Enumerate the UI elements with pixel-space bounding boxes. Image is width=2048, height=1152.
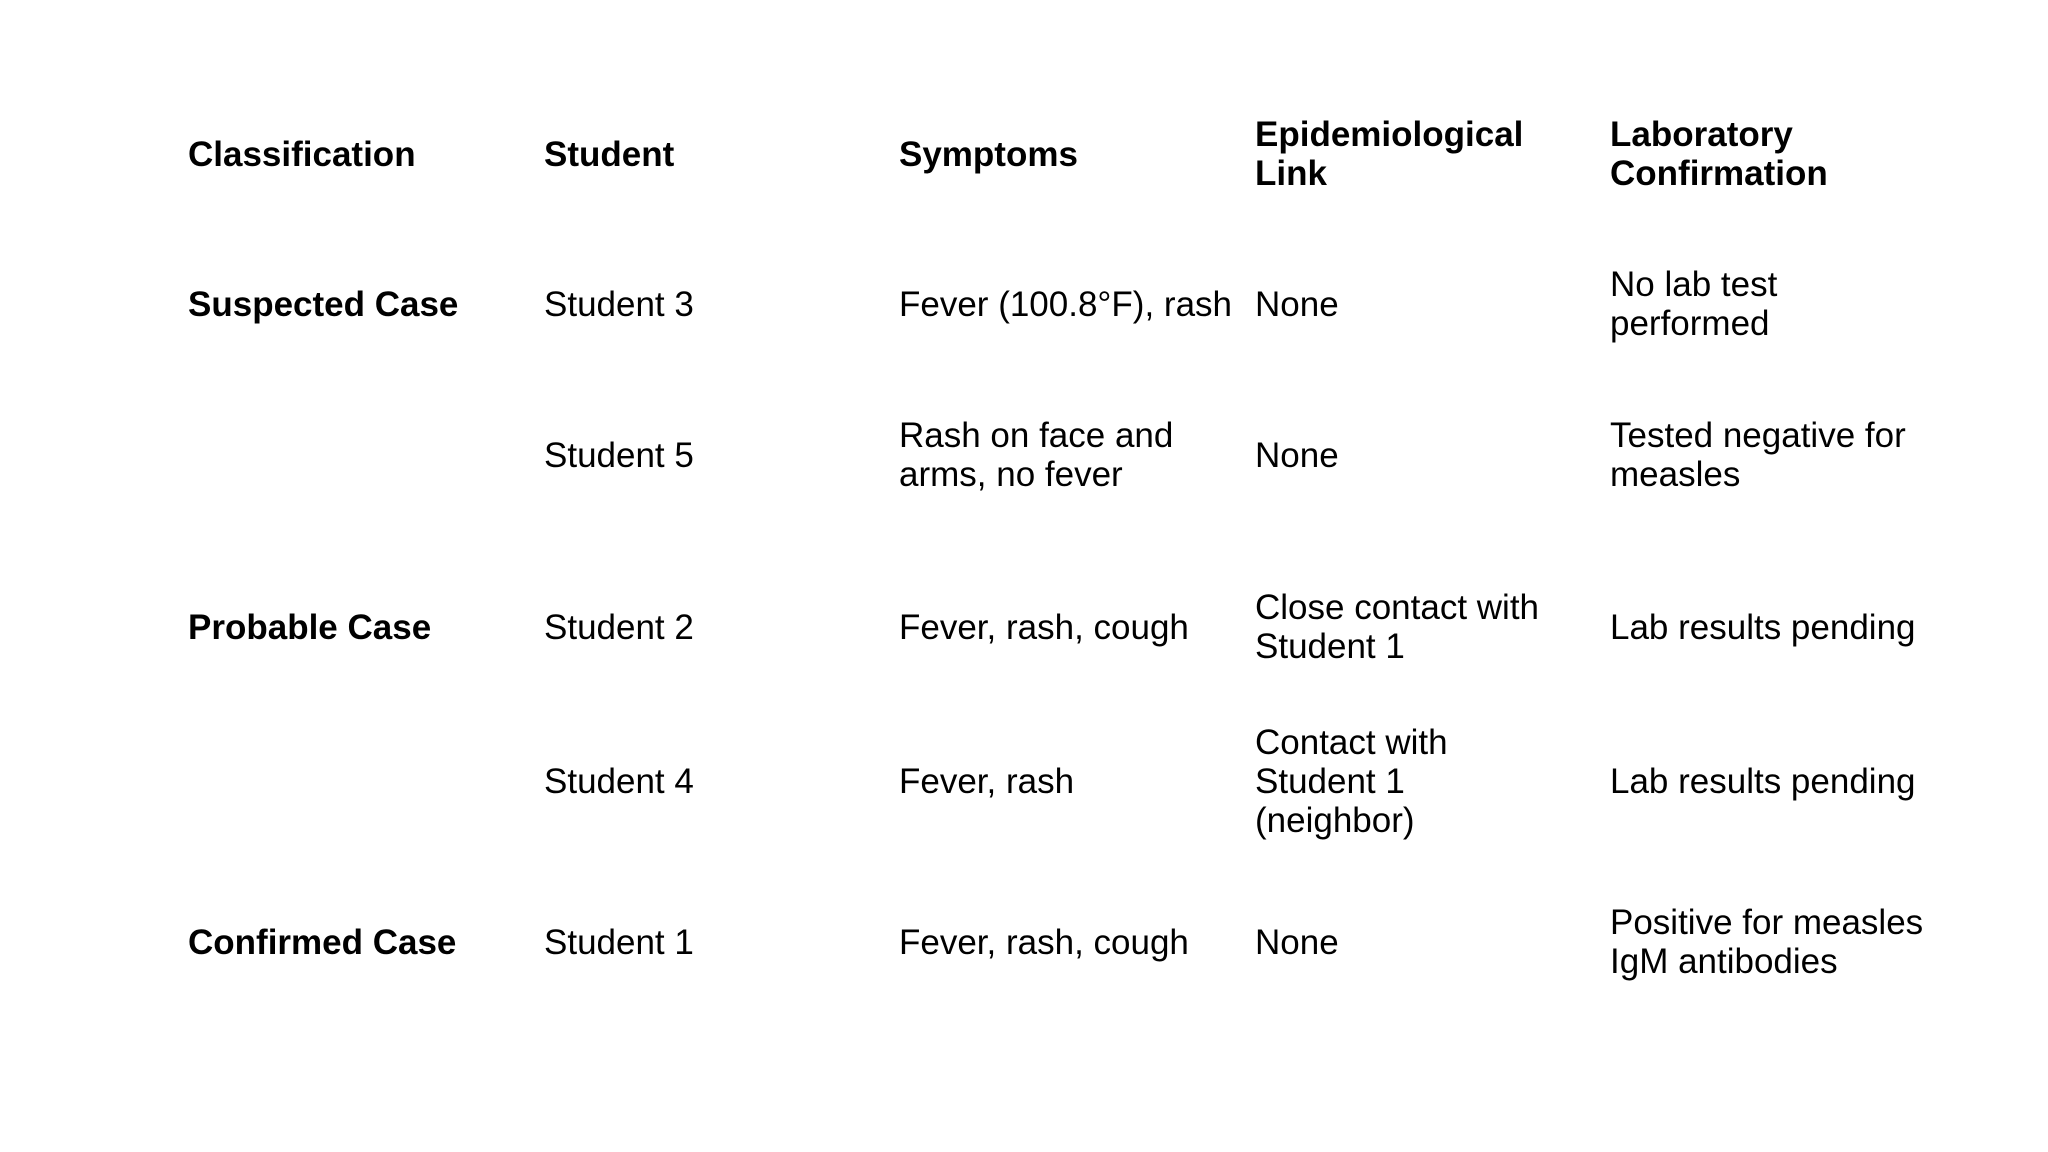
row-4-student: Student 4 <box>544 761 694 801</box>
row-3-classification: Probable Case <box>188 607 432 647</box>
header-epidemiological-link: Epidemiological Link <box>1255 115 1524 193</box>
row-2-epi-link: None <box>1255 435 1339 475</box>
row-2-lab: Tested negative for measles <box>1610 416 1906 494</box>
row-5-classification: Confirmed Case <box>188 922 457 962</box>
header-classification: Classification <box>188 134 416 174</box>
row-2-student: Student 5 <box>544 435 694 475</box>
row-3-lab: Lab results pending <box>1610 607 1916 647</box>
row-3-symptoms: Fever, rash, cough <box>899 607 1189 647</box>
row-1-symptoms: Fever (100.8°F), rash <box>899 284 1232 324</box>
header-symptoms: Symptoms <box>899 134 1078 174</box>
header-student: Student <box>544 134 675 174</box>
row-5-student: Student 1 <box>544 922 694 962</box>
row-3-student: Student 2 <box>544 607 694 647</box>
row-1-lab: No lab test performed <box>1610 265 1778 343</box>
row-4-lab: Lab results pending <box>1610 761 1916 801</box>
row-1-student: Student 3 <box>544 284 694 324</box>
row-2-symptoms: Rash on face and arms, no fever <box>899 416 1174 494</box>
header-laboratory-confirmation: Laboratory Confirmation <box>1610 115 1828 193</box>
row-5-epi-link: None <box>1255 922 1339 962</box>
row-1-epi-link: None <box>1255 284 1339 324</box>
row-4-epi-link: Contact with Student 1 (neighbor) <box>1255 722 1448 840</box>
row-1-classification: Suspected Case <box>188 284 459 324</box>
row-4-symptoms: Fever, rash <box>899 761 1075 801</box>
row-5-lab: Positive for measles IgM antibodies <box>1610 903 1924 981</box>
row-5-symptoms: Fever, rash, cough <box>899 922 1189 962</box>
row-3-epi-link: Close contact with Student 1 <box>1255 588 1540 666</box>
